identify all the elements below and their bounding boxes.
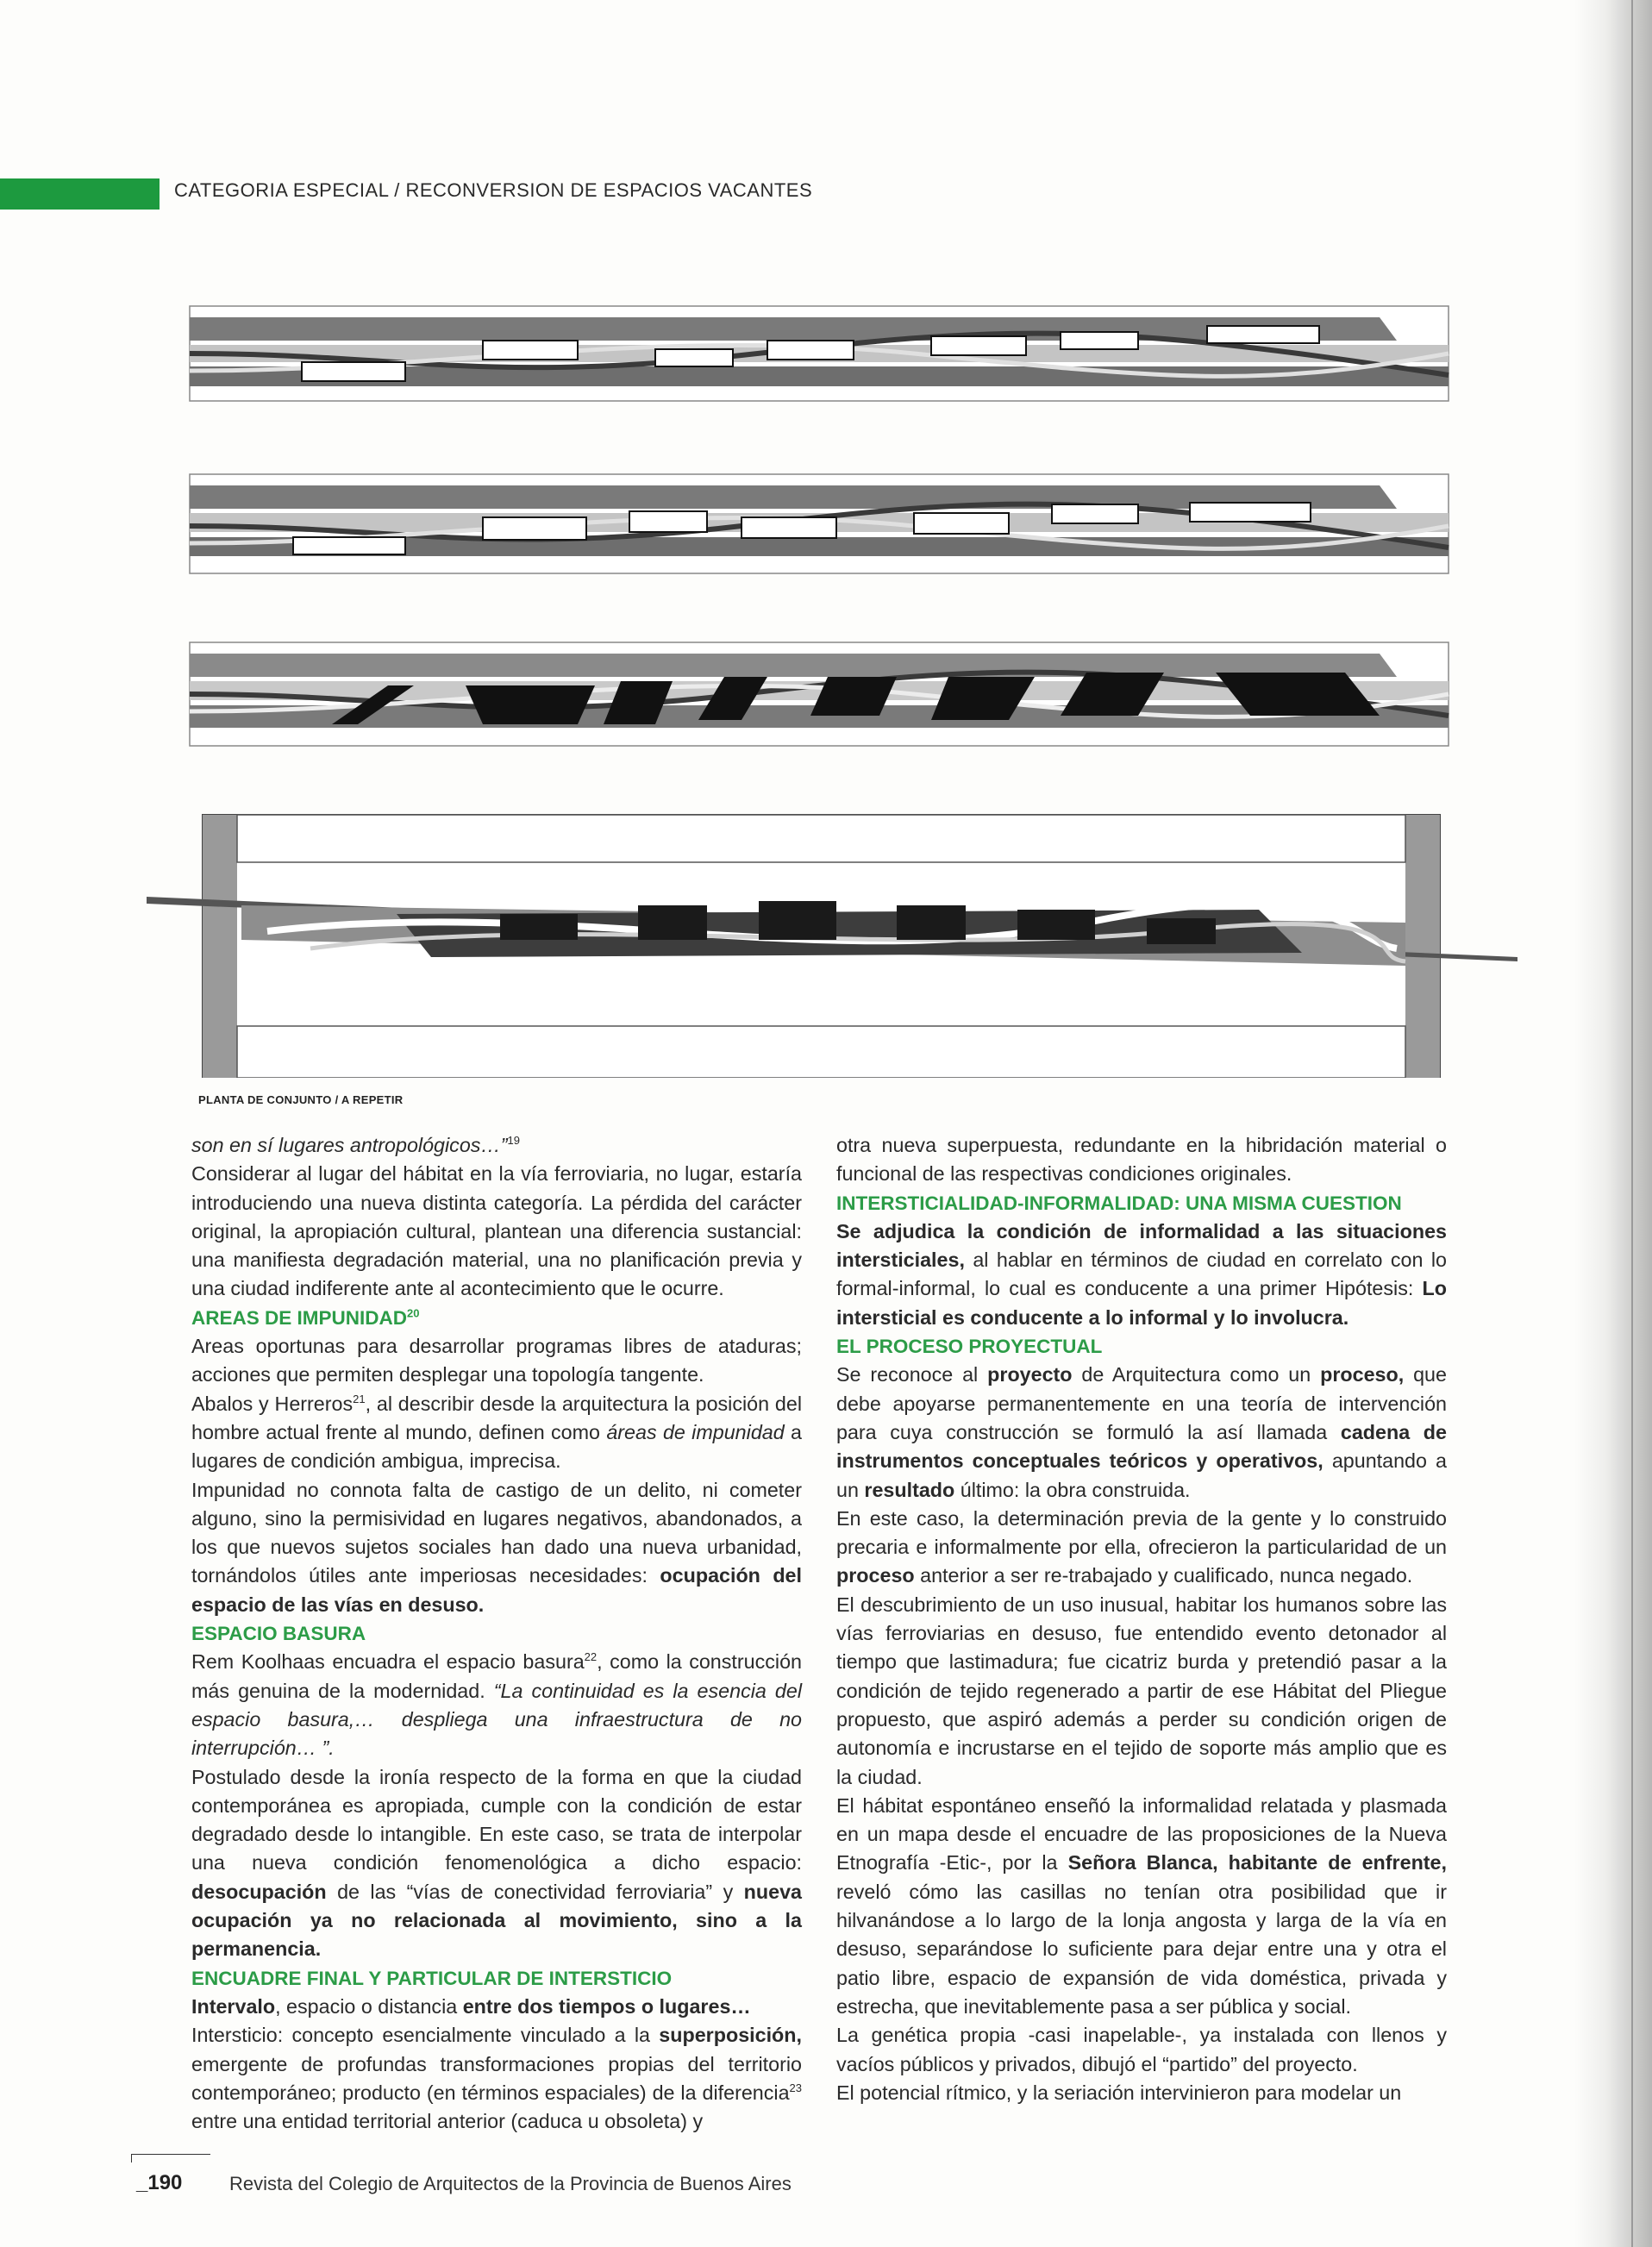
plan-strip-3 [190, 642, 1449, 746]
section-header: CATEGORIA ESPECIAL / RECONVERSION DE ESPACIOS VACANTES [174, 179, 813, 201]
paragraph: Rem Koolhaas encuadra el espacio basura$^{22}$, como la construcción más genuina de la modernidad. “La continuidad es la esencia del espacio basura,… despliega una infraestructura de no interrupción… ”. [191, 1650, 802, 1760]
subheading-intersticialidad: INTERSTICIALIDAD-INFORMALIDAD: UNA MISMA CUESTION [836, 1192, 1402, 1214]
section-accent-bar [0, 178, 160, 210]
subheading-espacio-basura: ESPACIO BASURA [191, 1623, 366, 1645]
paragraph: Impunidad no connota falta de castigo de un delito, ni cometer alguno, sino la permisividad en lugares negativos, abandonados, a los que nuevos sujetos sociales han dado una nueva urbanidad, tornándolos útiles ante imperiosas necesidades: ocupación del espacio de las vías en desuso. [191, 1478, 802, 1616]
subheading-areas-impunidad: AREAS DE IMPUNIDAD$^{20}$ [191, 1306, 420, 1329]
paragraph: Postulado desde la ironía respecto de la forma en que la ciudad contemporánea es apropiada, cumple con la condición de estar degradado desde lo intangible. En este caso, se trata de interpolar una nueva condición fenomenológica a dicho espacio: desocupación de las “vías de conectividad ferroviaria” y nueva ocupación ya no relacionada al movimiento, sino a la permanencia. [191, 1765, 802, 1961]
page-number: _190 [136, 2171, 183, 2194]
publication-name: Revista del Colegio de Arquitectos de la Provincia de Buenos Aires [229, 2173, 792, 2194]
left-text-column [191, 1131, 802, 2136]
footer-rule-tick [131, 2154, 132, 2163]
master-plan [147, 815, 1517, 1078]
paragraph: Se adjudica la condición de informalidad a las situaciones intersticiales, al hablar en términos de ciudad en correlato con lo formal-informal, lo cual es conducente a una primer Hipótesis: Lo intersticial es conducente a lo informal y lo involucra. [836, 1219, 1447, 1329]
site-plan-drawings [138, 302, 1526, 1078]
paragraph: El descubrimiento de un uso inusual, habitar los humanos sobre las vías ferroviarias en desuso, fue entendido evento detonador al tiempo que lastimadura; fue cicatriz burda y pretendió pasar a la condición de tejido regenerado a partir de ese Hábitat del Pliegue propuesto, que aspiró además a perder su condición origen de autonomía e incrustarse en el tejido de soporte más amplio que es la ciudad. [836, 1593, 1447, 1788]
site-plan-svg [138, 302, 1526, 1078]
subheading-proceso-proyectual: EL PROCESO PROYECTUAL [836, 1336, 1103, 1358]
paragraph: Areas oportunas para desarrollar programas libres de ataduras; acciones que permiten desplegar una topología tangente. [191, 1335, 802, 1386]
paragraph: Intersticio: concepto esencialmente vinculado a la superposición, emergente de profundas transformaciones propias del territorio contemporáneo; producto (en términos espaciales) de la diferencia$^{23}$ entre una entidad territorial anterior (caduca u obsoleta) y [191, 2024, 802, 2133]
paragraph: La genética propia -casi inapelable-, ya instalada con llenos y vacíos públicos y privados, dibujó el “partido” del proyecto. [836, 2024, 1447, 2075]
footer-rule [131, 2154, 210, 2155]
paragraph: El hábitat espontáneo enseñó la informalidad relatada y plasmada en un mapa desde el encuadre de las proposiciones de la Nueva Etnografía -Etic-, por la Señora Blanca, habitante de enfrente, reveló cómo las casillas no tenían otra posibilidad que ir hilvanándose a lo largo de la lonja angosta y larga de la vía en desuso, separándose lo suficiente para dejar entre una y otra el patio libre, espacio de expansión de vida doméstica, privada y estrecha, que inevitablemente pasa a ser pública y social. [836, 1793, 1447, 2018]
paragraph: otra nueva superpuesta, redundante en la hibridación material o funcional de las respectivas condiciones originales. [836, 1134, 1447, 1186]
figure-caption: PLANTA DE CONJUNTO / A REPETIR [198, 1093, 404, 1106]
page-gutter-shadow [1574, 0, 1652, 2247]
paragraph: Intervalo, espacio o distancia entre dos tiempos o lugares… [191, 1994, 751, 2018]
page-edge [1631, 0, 1633, 2247]
right-text-column [836, 1131, 1447, 2107]
paragraph: son en sí lugares antropológicos…”$^{19}$ [191, 1134, 520, 1156]
paragraph: En este caso, la determinación previa de la gente y lo construido precaria e informalmente por ella, ofrecieron la particularidad de un proceso anterior a ser re-trabajado y cualificado, nunca negado. [836, 1506, 1447, 1587]
plan-strip-2 [190, 474, 1449, 573]
subheading-encuadre: ENCUADRE FINAL Y PARTICULAR DE INTERSTICIO [191, 1967, 673, 1989]
paragraph: El potencial rítmico, y la seriación intervinieron para modelar un [836, 2081, 1402, 2104]
paragraph: Se reconoce al proyecto de Arquitectura como un proceso, que debe apoyarse permanentemente en una teoría de intervención para cuya construcción se formuló la así llamada cadena de instrumentos conceptuales teóricos y operativos, apuntando a un resultado último: la obra construida. [836, 1363, 1448, 1501]
plan-strip-1 [190, 306, 1449, 401]
paragraph: Considerar al lugar del hábitat en la vía ferroviaria, no lugar, estaría introduciendo una nueva distinta categoría. La pérdida del carácter original, la apropiación cultural, plantean una diferencia sustancial: una manifiesta degradación material, una no planificación previa y una ciudad indiferente ante al acontecimiento que le ocurre. [191, 1162, 802, 1300]
paragraph: Abalos y Herreros$^{21}$, al describir desde la arquitectura la posición del hombre actual frente al mundo, definen como áreas de impunidad a lugares de condición ambigua, imprecisa. [191, 1392, 802, 1473]
